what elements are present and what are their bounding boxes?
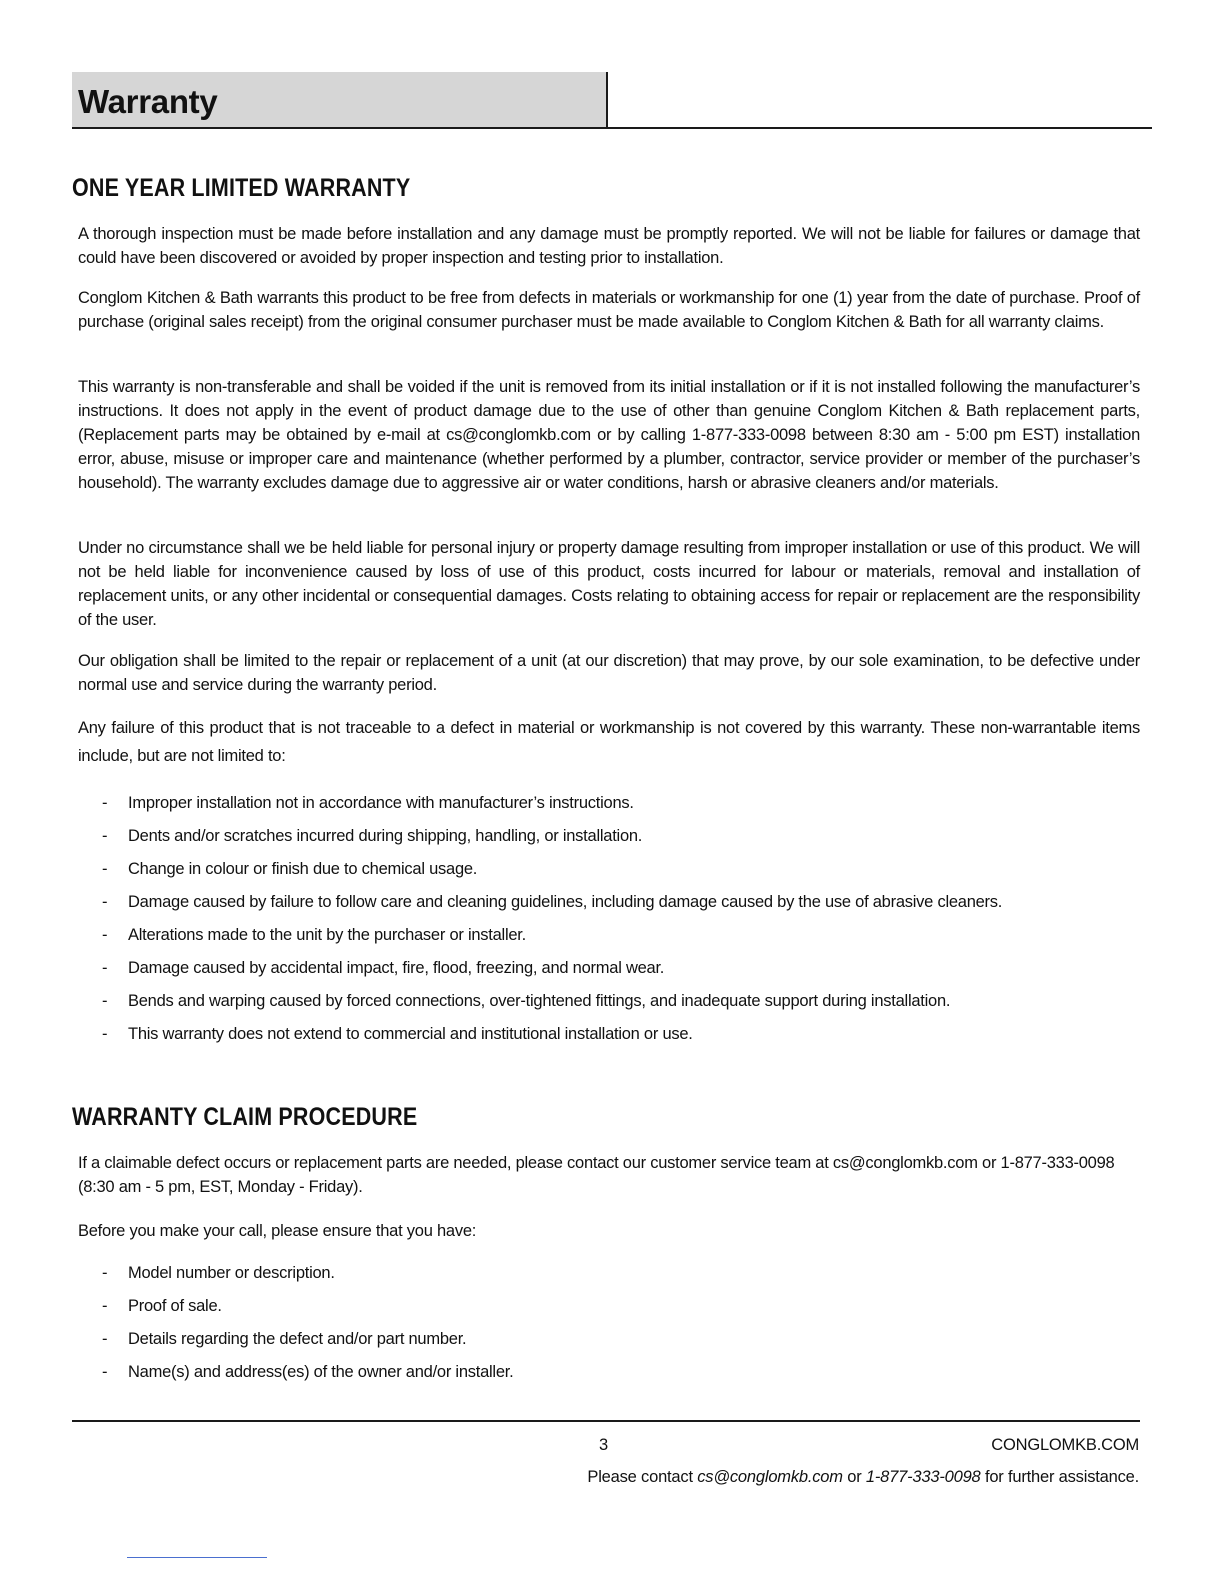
- claim-intro-paragraph: If a claimable defect occurs or replacement parts are needed, please contact our customer service team at cs@conglomkb.com or 1-877-333-0098 (8:30 am - 5 pm, EST, Monday - Friday).: [78, 1154, 1115, 1196]
- footer-divider: [72, 1420, 1140, 1422]
- claim-procedure-heading: WARRANTY CLAIM PROCEDURE: [72, 1103, 418, 1131]
- footer-contact-line: [587, 1468, 1139, 1487]
- warranty-paragraph-liability: Under no circumstance shall we be held liable for personal injury or property damage resulting from improper installation or use of this product. We will not be held liable for inconvenience caused by loss of use of this product, costs incurred for labour or materials, removal and installation of replacement units, or any other incidental or consequential damages. Costs relating to obtaining access for repair or replacement are the responsibility of the user.: [78, 539, 1140, 629]
- warranty-paragraph-non-warrantable: Any failure of this product that is not traceable to a defect in material or workmanship is not covered by this warranty. These non-warrantable items include, but are not limited to:: [78, 719, 1140, 765]
- contact-or: or: [847, 1468, 862, 1486]
- exclusion-text: Bends and warping caused by forced connections, over-tightened fittings, and inadequate support during installation.: [128, 992, 951, 1010]
- bullet-dash: -: [102, 893, 108, 911]
- bullet-dash: -: [102, 992, 108, 1010]
- warranty-paragraph-transfer: This warranty is non-transferable and shall be voided if the unit is removed from its initial installation or if it is not installed following the manufacturer’s instructions. It does not apply in the event of product damage due to the use of other than genuine Conglom Kitchen & Bath replacement parts, (Replacement parts may be obtained by e-mail at cs@conglomkb.com or by calling 1-877-333-0098 between 8:30 am - 5:00 pm EST) installation error, abuse, misuse or improper care and maintenance (whether performed by a plumber, contractor, service provider or member of the purchaser’s household). The warranty excludes damage due to aggressive air or water conditions, harsh or abrasive cleaners and/or materials.: [78, 378, 1140, 492]
- bullet-dash: -: [102, 860, 108, 878]
- exclusion-text: Dents and/or scratches incurred during shipping, handling, or installation.: [128, 827, 643, 845]
- contact-suffix: for further assistance.: [984, 1468, 1139, 1486]
- checklist-text: Name(s) and address(es) of the owner and/or installer.: [128, 1363, 514, 1381]
- header-tab: [72, 72, 608, 127]
- footer-site-link[interactable]: CONGLOMKB.COM: [991, 1436, 1139, 1454]
- contact-email-link[interactable]: cs@conglomkb.com: [697, 1468, 843, 1486]
- bullet-dash: -: [102, 1264, 108, 1282]
- checklist-text: Proof of sale.: [128, 1297, 222, 1315]
- contact-prefix: Please contact: [587, 1468, 693, 1486]
- exclusion-text: Damage caused by accidental impact, fire, flood, freezing, and normal wear.: [128, 959, 665, 977]
- bullet-dash: -: [102, 1297, 108, 1315]
- contact-phone-link[interactable]: 1-877-333-0098: [865, 1468, 981, 1486]
- warranty-paragraph-inspection: A thorough inspection must be made before installation and any damage must be promptly reported. We will not be liable for failures or damage that could have been discovered or avoided by proper inspection and testing prior to installation.: [78, 225, 1140, 267]
- claim-before-call-paragraph: Before you make your call, please ensure that you have:: [78, 1222, 477, 1240]
- warranty-heading: ONE YEAR LIMITED WARRANTY: [72, 174, 411, 202]
- checklist-text: Model number or description.: [128, 1264, 335, 1282]
- exclusion-text: This warranty does not extend to commercial and institutional installation or use.: [128, 1025, 693, 1043]
- exclusion-text: Alterations made to the unit by the purchaser or installer.: [128, 926, 526, 944]
- bullet-dash: -: [102, 926, 108, 944]
- exclusion-text: Improper installation not in accordance with manufacturer’s instructions.: [128, 794, 634, 812]
- page-number: 3: [599, 1436, 608, 1454]
- exclusion-text: Damage caused by failure to follow care and cleaning guidelines, including damage caused by the use of abrasive cleaners.: [128, 893, 1003, 911]
- warranty-paragraph-coverage: Conglom Kitchen & Bath warrants this product to be free from defects in materials or workmanship for one (1) year from the date of purchase. Proof of purchase (original sales receipt) from the original consumer purchaser must be made available to Conglom Kitchen & Bath for all warranty claims.: [78, 289, 1140, 331]
- bullet-dash: -: [102, 959, 108, 977]
- warranty-paragraph-obligation: Our obligation shall be limited to the repair or replacement of a unit (at our discretion) that may prove, by our sole examination, to be defective under normal use and service during the warranty period.: [78, 652, 1140, 694]
- checklist-text: Details regarding the defect and/or part number.: [128, 1330, 467, 1348]
- bullet-dash: -: [102, 794, 108, 812]
- exclusion-text: Change in colour or finish due to chemical usage.: [128, 860, 478, 878]
- bullet-dash: -: [102, 1330, 108, 1348]
- bullet-dash: -: [102, 1025, 108, 1043]
- bullet-dash: -: [102, 1363, 108, 1381]
- bottom-divider: [127, 1557, 267, 1558]
- page-header: [72, 72, 1152, 129]
- page-title: Warranty: [78, 83, 218, 120]
- bullet-dash: -: [102, 827, 108, 845]
